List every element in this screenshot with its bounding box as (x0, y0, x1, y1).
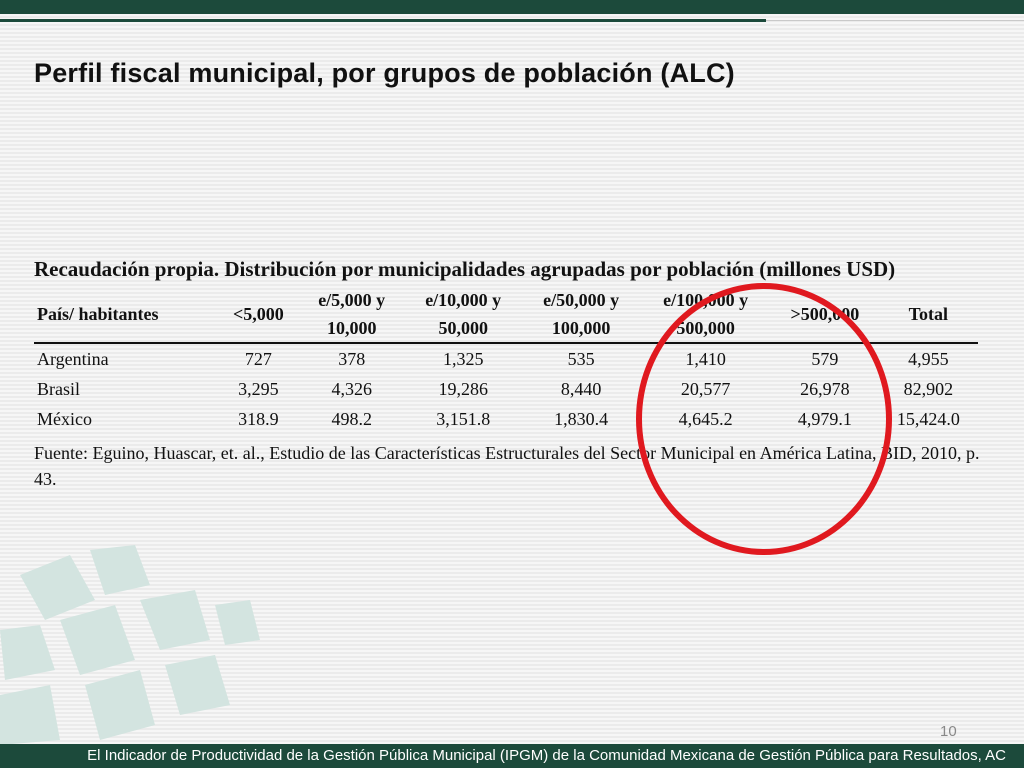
table-cell: 3,295 (238, 378, 279, 399)
header-country: País/ habitantes (34, 286, 218, 343)
slide-title: Perfil fiscal municipal, por grupos de población (ALC) (34, 58, 735, 88)
table-cell: México (37, 408, 92, 429)
table-cell: 1,830.4 (554, 408, 609, 429)
table-cell: 26,978 (800, 378, 850, 399)
table-cell: 19,286 (438, 378, 488, 399)
top-band (0, 0, 1024, 14)
top-rule-thin (766, 20, 1024, 21)
watermark-logo-icon (0, 545, 260, 745)
header-5000-10000: e/5,000 y 10,000 (299, 286, 404, 343)
header-10000-50000: e/10,000 y 50,000 (404, 286, 522, 343)
table-cell: 727 (244, 348, 272, 369)
table-cell: 535 (567, 348, 595, 369)
table-cell: 8,440 (560, 378, 602, 399)
table-cell: 4,326 (331, 378, 372, 399)
source-note: Fuente: Eguino, Huascar, et. al., Estudio de las Características Estructurales del Sector Municipal en América Latina, BID, 2010, p. 43. (34, 443, 980, 489)
table-cell: 4,645.2 (678, 408, 733, 429)
header-over-500000: >500,000 (771, 286, 879, 343)
table-cell: 378 (338, 348, 366, 369)
table-cell: 4,979.1 (797, 408, 852, 429)
header-under-5000: <5,000 (218, 286, 300, 343)
top-rule (0, 19, 766, 22)
table-cell: 1,410 (685, 348, 726, 369)
table-cell: 579 (811, 348, 839, 369)
table-cell: 3,151.8 (436, 408, 491, 429)
table-cell: 1,325 (442, 348, 484, 369)
footer-band: El Indicador de Productividad de la Gestión Pública Municipal (IPGM) de la Comunidad Mexicana de Gestión Pública para Resultados, AC (0, 744, 1024, 768)
highlight-circle (636, 283, 892, 555)
table-cell: 15,424.0 (896, 408, 960, 429)
header-total: Total (879, 286, 978, 343)
table-cell: 82,902 (903, 378, 954, 399)
table-cell: 4,955 (908, 348, 949, 369)
header-100000-500000: e/100,000 y 500,000 (640, 286, 771, 343)
table-cell: 318.9 (238, 408, 279, 429)
header-50000-100000: e/50,000 y 100,000 (522, 286, 640, 343)
table-caption: Recaudación propia. Distribución por municipalidades agrupadas por población (millones USD) (34, 257, 896, 281)
table-cell: 498.2 (331, 408, 372, 429)
page-number: 10 (940, 723, 957, 740)
table-cell: Argentina (37, 348, 109, 369)
table-cell: 20,577 (680, 378, 731, 399)
table-cell: Brasil (37, 378, 80, 399)
